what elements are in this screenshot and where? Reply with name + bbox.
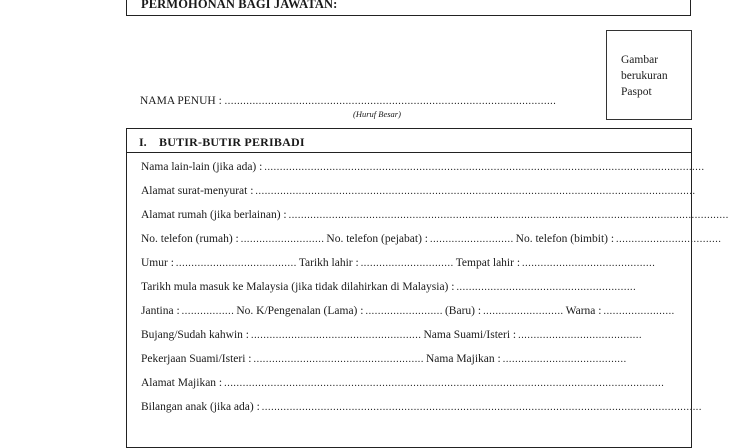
home-address-label: Alamat rumah (jika berlainan) : bbox=[141, 209, 287, 221]
passport-photo-box bbox=[606, 30, 692, 120]
ic-new-label: (Baru) : bbox=[444, 305, 482, 317]
phone-row bbox=[141, 233, 722, 245]
ic-old-label: No. K/Pengenalan (Lama) : bbox=[236, 305, 364, 317]
phone-home-label: No. telefon (rumah) : bbox=[141, 233, 239, 245]
application-title-box bbox=[126, 0, 691, 16]
marital-status-label: Bujang/Sudah kahwin : bbox=[141, 329, 249, 341]
phone-mobile-field[interactable]: .................................. bbox=[616, 234, 722, 245]
other-names-label: Nama lain-lain (jika ada) : bbox=[141, 161, 263, 173]
children-count-field[interactable]: .............................................................................................................................................. bbox=[261, 402, 702, 413]
other-names-row bbox=[141, 161, 705, 173]
phone-office-label: No. telefon (pejabat) : bbox=[326, 233, 428, 245]
spouse-job-row bbox=[141, 353, 681, 365]
employer-address-label: Alamat Majikan : bbox=[141, 377, 223, 389]
section-header bbox=[127, 129, 691, 153]
age-birth-row bbox=[141, 257, 681, 269]
mailing-address-label: Alamat surat-menyurat : bbox=[141, 185, 254, 197]
ic-old-field[interactable]: ......................... bbox=[365, 306, 443, 317]
employer-address-row bbox=[141, 377, 681, 389]
race-field[interactable]: ....................... bbox=[603, 306, 675, 317]
age-label: Umur : bbox=[141, 257, 174, 269]
gender-field[interactable]: ................. bbox=[181, 306, 235, 317]
full-name-hint: (Huruf Besar) bbox=[353, 109, 401, 119]
photo-caption-line-3: Paspot bbox=[621, 86, 652, 98]
mailing-address-field[interactable]: .............................................................................................................................................. bbox=[255, 186, 696, 197]
phone-home-field[interactable]: ........................... bbox=[240, 234, 325, 245]
employer-address-field[interactable]: .............................................................................................................................................. bbox=[224, 378, 665, 389]
birth-place-field[interactable]: ........................................... bbox=[522, 258, 656, 269]
full-name-row bbox=[140, 95, 556, 107]
application-title: PERMOHONAN BAGI JAWATAN: bbox=[141, 0, 338, 11]
phone-office-field[interactable]: ........................... bbox=[429, 234, 514, 245]
full-name-field[interactable]: ........................................................................................................... bbox=[224, 96, 557, 107]
other-names-field[interactable]: .............................................................................................................................................. bbox=[264, 162, 705, 173]
age-field[interactable]: ....................................... bbox=[175, 258, 297, 269]
section-number: I. bbox=[139, 135, 147, 149]
section-title: BUTIR-BUTIR PERIBADI bbox=[159, 135, 305, 149]
marital-status-field[interactable]: ....................................................... bbox=[250, 330, 422, 341]
personal-details-section bbox=[126, 128, 729, 448]
marital-row bbox=[141, 329, 681, 341]
birth-place-label: Tempat lahir : bbox=[455, 257, 521, 269]
birth-date-field[interactable]: .............................. bbox=[360, 258, 454, 269]
employer-name-field[interactable]: ........................................ bbox=[502, 354, 627, 365]
spouse-name-label: Nama Suami/Isteri : bbox=[423, 329, 517, 341]
passport-photo-caption bbox=[621, 52, 668, 100]
children-count-label: Bilangan anak (jika ada) : bbox=[141, 401, 260, 413]
gender-label: Jantina : bbox=[141, 305, 180, 317]
birth-date-label: Tarikh lahir : bbox=[298, 257, 359, 269]
malaysia-entry-label: Tarikh mula masuk ke Malaysia (jika tidak dilahirkan di Malaysia) : bbox=[141, 281, 455, 293]
phone-mobile-label: No. telefon (bimbit) : bbox=[515, 233, 615, 245]
full-name-label: NAMA PENUH : bbox=[140, 95, 222, 107]
children-count-row bbox=[141, 401, 702, 413]
home-address-field[interactable]: .............................................................................................................................................. bbox=[288, 210, 729, 221]
mailing-address-row bbox=[141, 185, 696, 197]
ic-new-field[interactable]: .......................... bbox=[483, 306, 564, 317]
photo-caption-line-1: Gambar bbox=[621, 54, 659, 66]
gender-ic-row bbox=[141, 305, 681, 317]
malaysia-entry-row bbox=[141, 281, 681, 293]
spouse-job-field[interactable]: ....................................................... bbox=[253, 354, 424, 365]
photo-caption-line-2: berukuran bbox=[621, 70, 668, 82]
spouse-name-field[interactable]: ........................................ bbox=[518, 330, 643, 341]
spouse-job-label: Pekerjaan Suami/Isteri : bbox=[141, 353, 252, 365]
employer-name-label: Nama Majikan : bbox=[426, 353, 501, 365]
malaysia-entry-field[interactable]: .......................................................... bbox=[456, 282, 637, 293]
race-label: Warna : bbox=[565, 305, 602, 317]
home-address-row bbox=[141, 209, 729, 221]
